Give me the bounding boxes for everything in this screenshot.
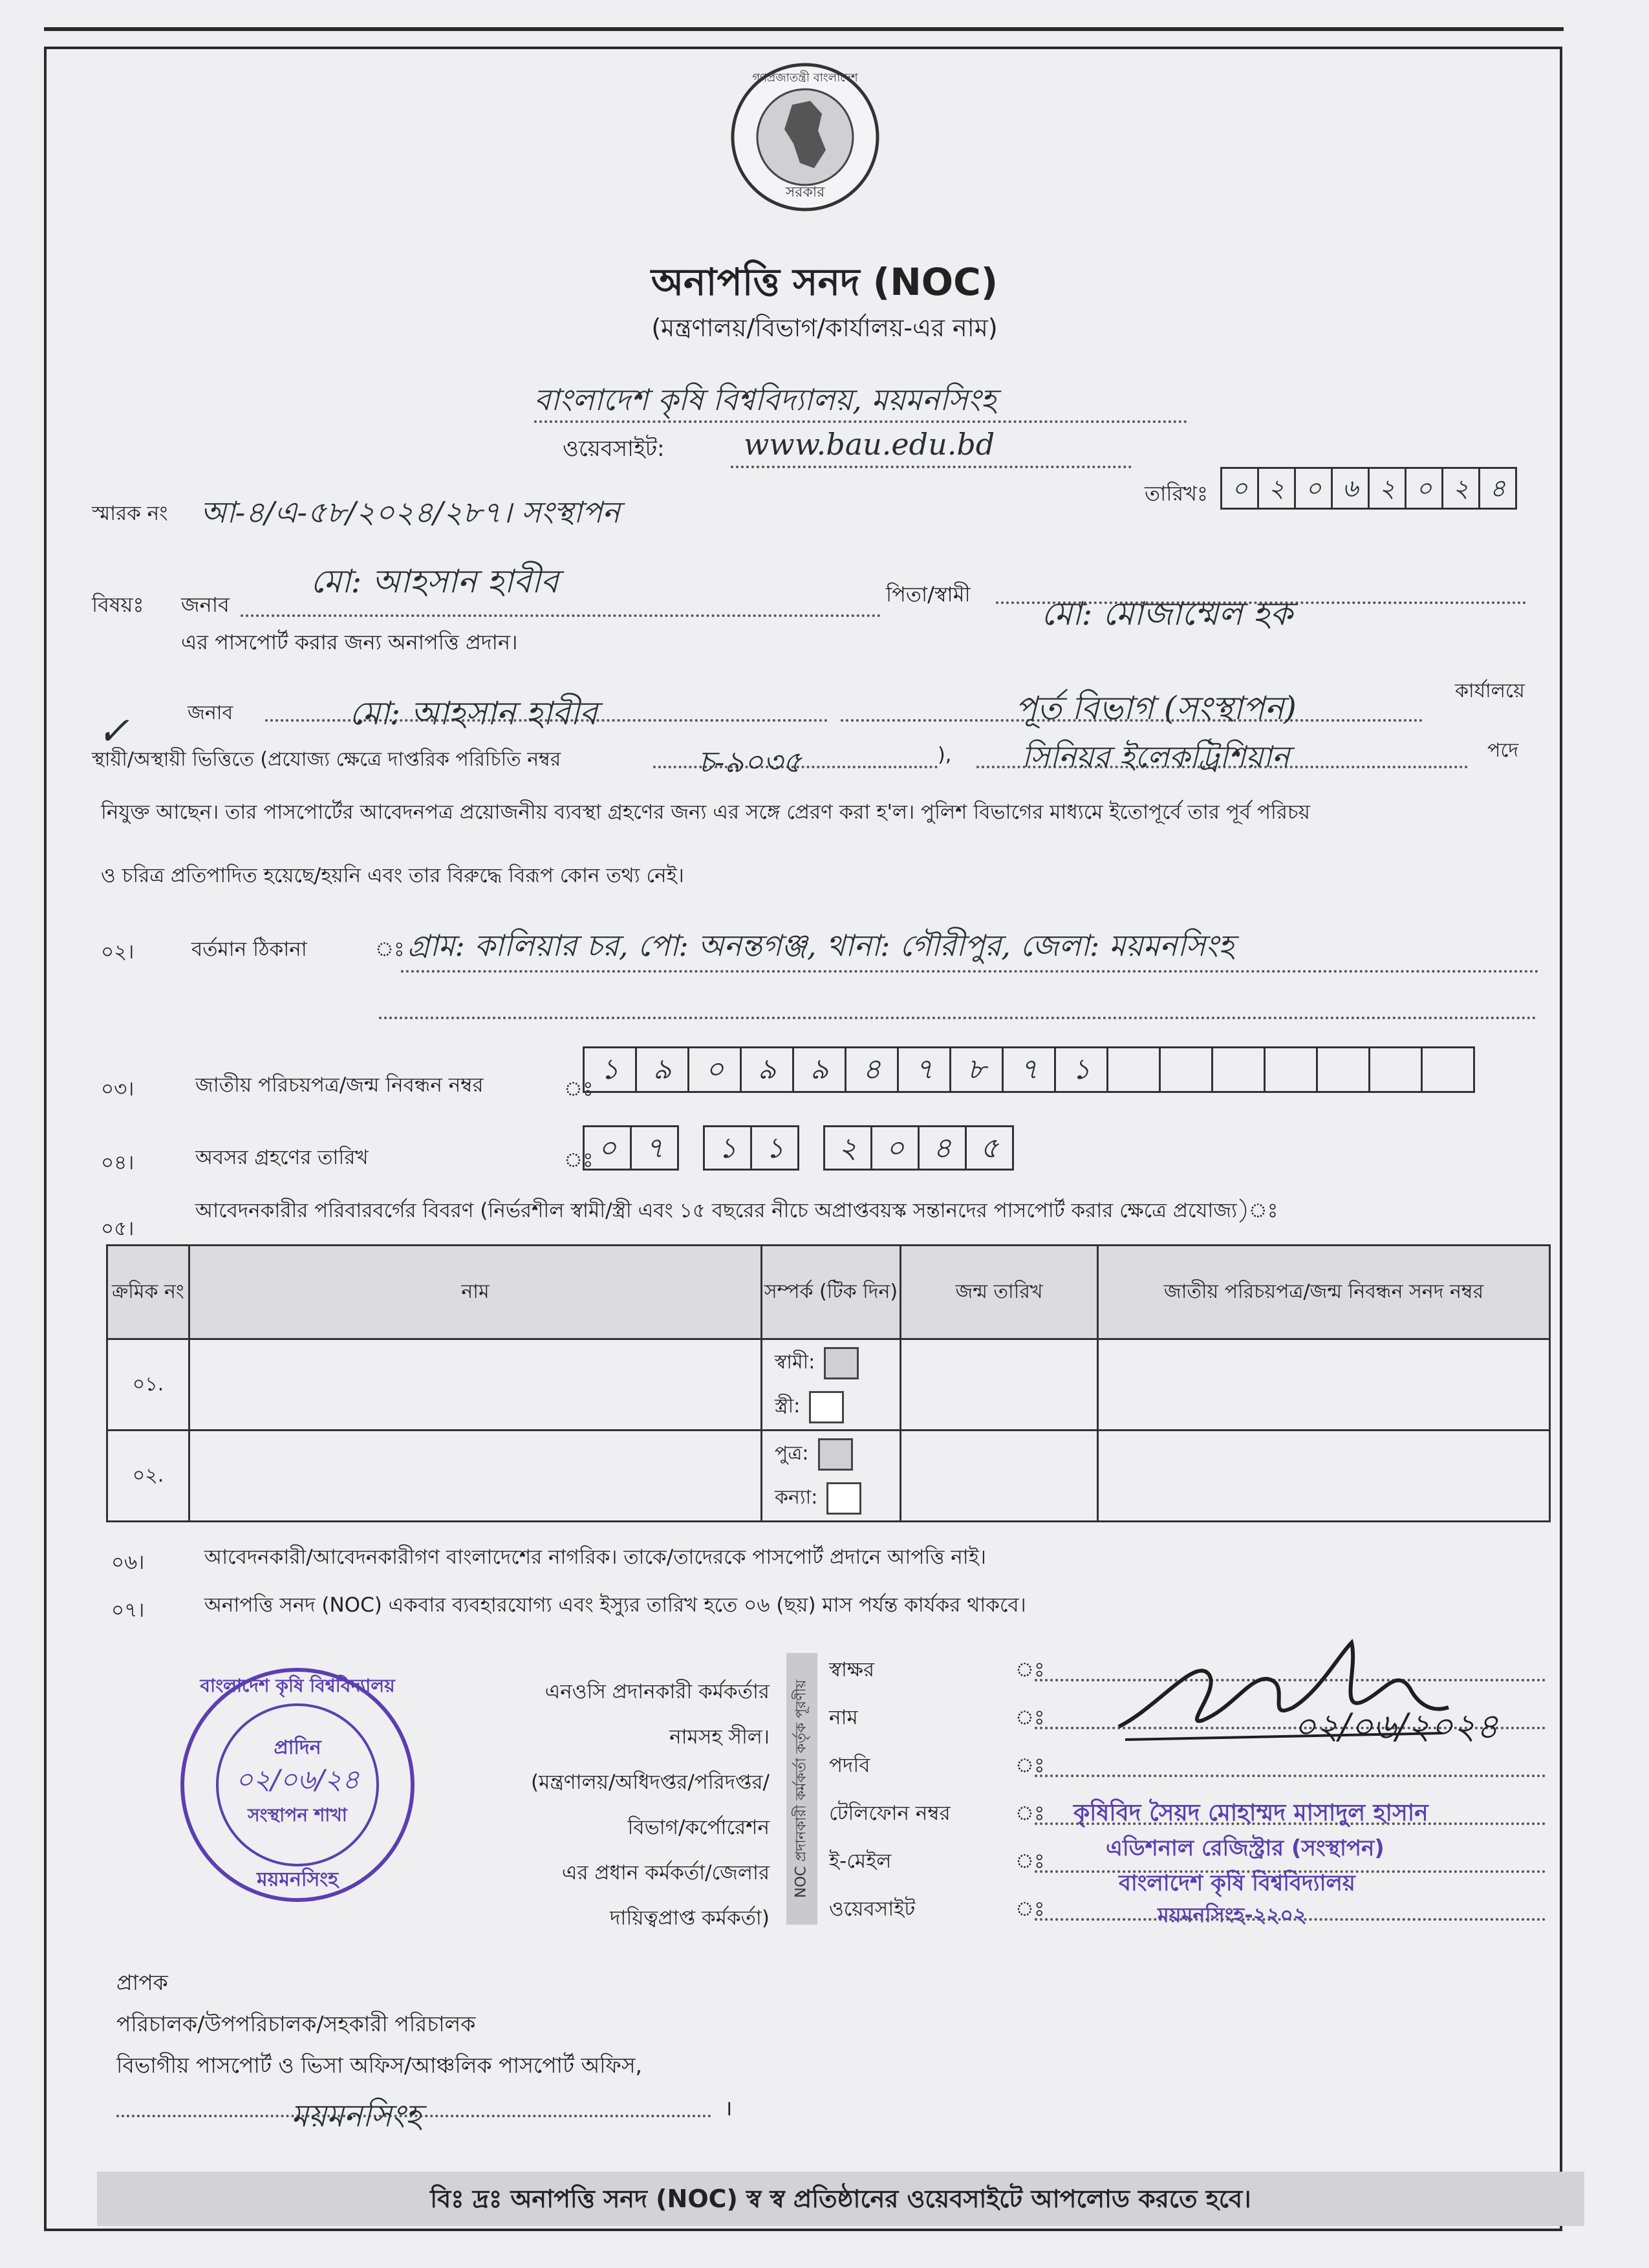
month-digit: ১ xyxy=(750,1125,799,1171)
date-digit: ৬ xyxy=(1331,467,1370,510)
year-digit: ৫ xyxy=(965,1125,1014,1171)
recipient-city-handwritten: ময়মনসিংহ xyxy=(291,2098,422,2134)
retirement-month-boxes xyxy=(705,1125,799,1171)
nid-digit xyxy=(1211,1046,1266,1093)
body-janab: জনাব xyxy=(188,702,233,724)
field-name: নাম xyxy=(829,1706,858,1729)
year-digit: ২ xyxy=(823,1125,872,1171)
item-03-label: জাতীয় পরিচয়পত্র/জন্ম নিবন্ধন নম্বর xyxy=(195,1074,484,1097)
nid-digit xyxy=(1264,1046,1318,1093)
designation-handwritten: সিনিয়র ইলেকট্রিশিয়ান xyxy=(1022,739,1290,774)
field-website: ওয়েবসাইট xyxy=(829,1897,916,1921)
nid-digit: ৯ xyxy=(635,1046,689,1093)
item-04-number: ০৪। xyxy=(101,1151,135,1174)
office-suffix: কার্যালয়ে xyxy=(1455,680,1525,702)
nid-digit: ৭ xyxy=(1002,1046,1056,1093)
seal-inner-date: ০২/০৬/২৪ xyxy=(235,1764,360,1795)
retirement-day-boxes xyxy=(585,1125,679,1171)
officer-line-2: নামসহ সীল। xyxy=(669,1725,770,1749)
date-digit: ২ xyxy=(1441,467,1480,510)
item-02-number: ০২। xyxy=(101,940,135,964)
nid-digit: ৪ xyxy=(845,1046,899,1093)
date-digit: ৪ xyxy=(1478,467,1517,510)
nid-digit: ৮ xyxy=(949,1046,1004,1093)
relation-label: কন্যা: xyxy=(775,1486,818,1509)
subject-name-handwritten: মো: আহসান হাবীব xyxy=(310,563,559,600)
row-serial: ০২. xyxy=(107,1431,189,1522)
row-name xyxy=(189,1339,762,1431)
field-signature: স্বাক্ষর xyxy=(829,1658,875,1681)
officer-line-1: এনওসি প্রদানকারী কর্মকর্তার xyxy=(544,1680,770,1703)
subject-label: বিষয়ঃ xyxy=(92,592,144,617)
officer-line-5: এর প্রধান কর্মকর্তা/জেলার xyxy=(561,1861,770,1885)
field-colon: ঃ xyxy=(1015,1706,1045,1729)
header-relation: সম্পর্ক (টিক দিন) xyxy=(762,1246,901,1339)
row-name xyxy=(189,1431,762,1522)
officer-stamp-line-2: এডিশনাল রেজিস্ট্রার (সংস্থাপন) xyxy=(1106,1835,1385,1861)
subject-line-2: এর পাসপোর্ট করার জন্য অনাপত্তি প্রদান। xyxy=(181,630,518,654)
officer-line-4: বিভাগ/কর্পোরেশন xyxy=(627,1816,770,1839)
field-colon: ঃ xyxy=(1015,1897,1045,1921)
body-line-3: নিযুক্ত আছেন। তার পাসপোর্টের আবেদনপত্র প্রয়োজনীয় ব্যবস্থা গ্রহণের জন্য এর সঙ্গে প্রেরণ করা হ'ল। পুলিশ বিভাগের মাধ্যমে ইতোপূর্বে তার পূর্ব পরিচয় xyxy=(101,801,1310,824)
footer-note: বিঃ দ্রঃ অনাপত্তি সনদ (NOC) স্ব স্ব প্রতিষ্ঠানের ওয়েবসাইটে আপলোড করতে হবে। xyxy=(97,2172,1584,2226)
year-digit: ০ xyxy=(870,1125,920,1171)
page-title: অনাপত্তি সনদ (NOC) xyxy=(651,260,998,304)
subject-janab: জনাব xyxy=(181,592,230,617)
item-02-label: বর্তমান ঠিকানা xyxy=(191,938,307,961)
nid-digit: ৯ xyxy=(792,1046,846,1093)
item-03-colon: ঃ xyxy=(564,1077,594,1101)
date-digit: ২ xyxy=(1368,467,1406,510)
header-dob: জন্ম তারিখ xyxy=(901,1246,1098,1339)
recipient-line-2: বিভাগীয় পাসপোর্ট ও ভিসা অফিস/আঞ্চলিক পাসপোর্ট অফিস, xyxy=(116,2053,642,2078)
recipient-label: প্রাপক xyxy=(116,1970,168,1995)
table-row xyxy=(107,1431,1550,1522)
family-table xyxy=(106,1244,1551,1522)
nid-digit xyxy=(1159,1046,1213,1093)
item-06-number: ০৬। xyxy=(111,1551,145,1574)
item-03-number: ০৩। xyxy=(101,1077,135,1101)
nid-digit: ০ xyxy=(687,1046,742,1093)
emblem-bottom-text: সরকার xyxy=(785,184,825,200)
body-name-handwritten: মো: আহসান হাবীব xyxy=(349,695,598,732)
website-label: ওয়েবসাইট: xyxy=(563,436,665,462)
official-id-handwritten: চ-৯০৩৫ xyxy=(698,744,802,779)
nid-digit xyxy=(1421,1046,1475,1093)
dotted-line xyxy=(534,420,1187,423)
seal-city: ময়মনসিংহ xyxy=(257,1868,338,1891)
memo-number-handwritten: আ-৪/এ-৫৮/২০২৪/২৮৭। সংস্থাপন xyxy=(200,495,620,530)
dotted-line xyxy=(1035,1775,1546,1777)
nid-digit: ৭ xyxy=(897,1046,951,1093)
checkbox[interactable] xyxy=(824,1347,859,1379)
header-serial: ক্রমিক নং xyxy=(107,1246,189,1339)
item-05-number: ০৫। xyxy=(101,1217,135,1240)
row-serial: ০১. xyxy=(107,1339,189,1431)
post-suffix: পদে xyxy=(1487,739,1519,762)
item-04-colon: ঃ xyxy=(564,1149,594,1172)
field-designation: পদবি xyxy=(829,1754,870,1777)
month-digit: ১ xyxy=(703,1125,752,1171)
signature-date-handwritten: ০২/০৬/২০২৪ xyxy=(1293,1706,1499,1747)
checkbox[interactable] xyxy=(818,1438,853,1471)
date-digit: ০ xyxy=(1405,467,1443,510)
office-name-handwritten: বাংলাদেশ কৃষি বিশ্ববিদ্যালয়, ময়মনসিংহ xyxy=(534,382,997,417)
row-relation xyxy=(762,1339,901,1431)
field-colon: ঃ xyxy=(1015,1850,1045,1873)
round-seal-stamp xyxy=(175,1662,420,1908)
officer-stamp-line-1: কৃষিবিদ সৈয়দ মোহাম্মদ মাসাদুল হাসান xyxy=(1073,1800,1428,1826)
item-04-label: অবসর গ্রহণের তারিখ xyxy=(195,1146,369,1169)
father-label: পিতা/স্বামী xyxy=(886,582,971,607)
day-digit: ৭ xyxy=(630,1125,679,1171)
recipient-end: । xyxy=(724,2095,733,2121)
father-name-handwritten: মো: মোজাম্মেল হক xyxy=(1041,595,1293,632)
header-nid: জাতীয় পরিচয়পত্র/জন্ম নিবন্ধন সনদ নম্বর xyxy=(1098,1246,1550,1339)
field-email: ই-মেইল xyxy=(829,1850,892,1873)
seal-inner-top: প্রাদিন xyxy=(274,1736,321,1759)
date-digit: ০ xyxy=(1220,467,1259,510)
page-subtitle: (মন্ত্রণালয়/বিভাগ/কার্যালয়-এর নাম) xyxy=(651,314,998,342)
field-colon: ঃ xyxy=(1015,1802,1045,1825)
nid-digit xyxy=(1368,1046,1423,1093)
nid-boxes xyxy=(585,1046,1475,1093)
website-handwritten: www.bau.edu.bd xyxy=(744,427,995,462)
memo-label: স্মারক নং xyxy=(92,502,168,525)
checkbox[interactable] xyxy=(809,1391,844,1423)
department-handwritten: পূর্ত বিভাগ (সংস্থাপন) xyxy=(1015,689,1297,727)
emblem-top-text: গণপ্রজাতন্ত্রী বাংলাদেশ xyxy=(752,71,858,85)
field-telephone: টেলিফোন নম্বর xyxy=(829,1802,951,1825)
vertical-label-bar xyxy=(786,1653,817,1925)
dotted-line xyxy=(241,614,881,617)
item-07-text: অনাপত্তি সনদ (NOC) একবার ব্যবহারযোগ্য এবং ইস্যুর তারিখ হতে ০৬ (ছয়) মাস পর্যন্ত কার্যকর থাকবে। xyxy=(204,1593,1026,1617)
table-row xyxy=(107,1339,1550,1431)
vertical-label: NOC প্রদানকারী কর্মকর্তা কর্তৃক পূরণীয় xyxy=(793,1679,810,1898)
dotted-line xyxy=(401,970,1539,973)
officer-line-6: দায়িত্বপ্রাপ্ত কর্মকর্তা) xyxy=(610,1906,770,1930)
field-colon: ঃ xyxy=(1015,1658,1045,1681)
field-colon: ঃ xyxy=(1015,1754,1045,1777)
row-relation xyxy=(762,1431,901,1522)
nid-digit: ১ xyxy=(583,1046,637,1093)
item-02-colon: ঃ xyxy=(375,938,405,961)
paren-close: ), xyxy=(938,744,952,766)
officer-stamp-line-3: বাংলাদেশ কৃষি বিশ্ববিদ্যালয় xyxy=(1119,1870,1355,1896)
header-name: নাম xyxy=(189,1246,762,1339)
officer-stamp-line-4: ময়মনসিংহ-২২০২ xyxy=(1158,1903,1307,1927)
body-line-4: ও চরিত্র প্রতিপাদিত হয়েছে/হয়নি এবং তার বিরুদ্ধে বিরূপ কোন তথ্য নেই। xyxy=(101,864,684,887)
date-digit: ০ xyxy=(1294,467,1333,510)
date-digit: ২ xyxy=(1257,467,1296,510)
item-05-text: আবেদনকারীর পরিবারবর্গের বিবরণ (নির্ভরশীল স্বামী/স্ত্রী এবং ১৫ বছরের নীচে অপ্রাপ্তবয়স্ক সন্তানদের পাসপোর্ট করার ক্ষেত্রে প্রযোজ্য)ঃ xyxy=(195,1199,1278,1222)
year-digit: ৪ xyxy=(918,1125,967,1171)
dotted-line xyxy=(731,466,1132,468)
government-emblem-icon xyxy=(727,59,883,215)
seal-outer-text: বাংলাদেশ কৃষি বিশ্ববিদ্যালয় xyxy=(200,1675,395,1696)
nid-digit: ১ xyxy=(1054,1046,1108,1093)
check-mark-icon: ✓ xyxy=(97,709,130,754)
officer-line-3: (মন্ত্রণালয়/অধিদপ্তর/পরিদপ্তর/ xyxy=(531,1771,770,1794)
dotted-line xyxy=(379,1017,1536,1019)
recipient-line-1: পরিচালক/উপপরিচালক/সহকারী পরিচালক xyxy=(116,2011,476,2036)
nid-digit xyxy=(1316,1046,1370,1093)
day-digit: ০ xyxy=(583,1125,632,1171)
top-border-line xyxy=(44,27,1564,31)
row-nid xyxy=(1098,1431,1550,1522)
date-boxes xyxy=(1222,467,1517,510)
relation-label: পুত্র: xyxy=(775,1442,809,1465)
nid-digit xyxy=(1106,1046,1161,1093)
checkbox[interactable] xyxy=(826,1482,861,1515)
row-dob xyxy=(901,1339,1098,1431)
row-nid xyxy=(1098,1339,1550,1431)
nid-digit: ৯ xyxy=(740,1046,794,1093)
item-07-number: ০৭। xyxy=(111,1599,145,1622)
relation-label: স্ত্রী: xyxy=(775,1395,801,1418)
relation-label: স্বামী: xyxy=(775,1351,815,1374)
item-06-text: আবেদনকারী/আবেদনকারীগণ বাংলাদেশের নাগরিক। তাকে/তাদেরকে পাসপোর্ট প্রদানে আপত্তি নাই। xyxy=(204,1546,987,1569)
seal-inner-bottom: সংস্থাপন শাখা xyxy=(248,1804,347,1826)
retirement-year-boxes xyxy=(825,1125,1014,1171)
address-handwritten: গ্রাম: কালিয়ার চর, পো: অনন্তগঞ্জ, থানা: গৌরীপুর, জেলা: ময়মনসিংহ xyxy=(407,928,1234,963)
body-line-2-prefix: স্থায়ী/অস্থায়ী ভিত্তিতে (প্রযোজ্য ক্ষেত্রে দাপ্তরিক পরিচিতি নম্বর xyxy=(92,748,561,771)
row-dob xyxy=(901,1431,1098,1522)
date-label: তারিখঃ xyxy=(1145,481,1209,506)
